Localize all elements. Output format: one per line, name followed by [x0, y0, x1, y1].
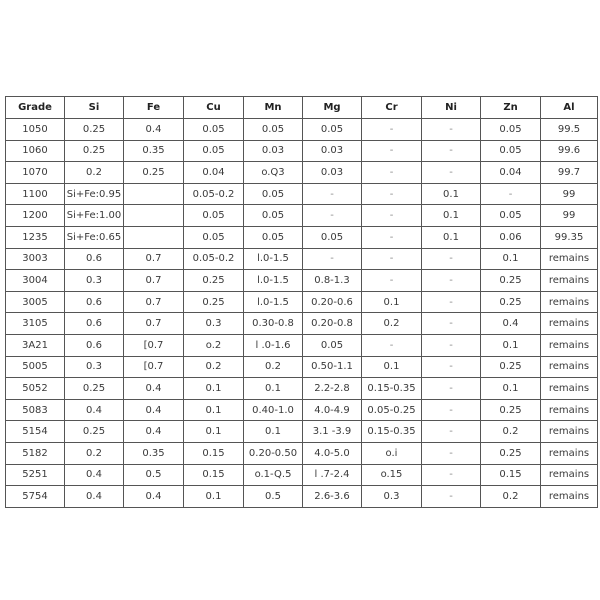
cell-mg: 2.2-2.8: [303, 378, 362, 400]
cell-ni: -: [422, 399, 481, 421]
table-row: [6, 248, 598, 270]
cell-mn: 0.2: [244, 356, 303, 378]
cell-al: remains: [541, 421, 598, 443]
cell-fe: [124, 226, 184, 248]
cell-grade: 1100: [6, 183, 65, 205]
table-header: [6, 97, 598, 119]
cell-cu: 0.15: [184, 464, 244, 486]
cell-cu: 0.25: [184, 291, 244, 313]
cell-cu: 0.04: [184, 162, 244, 184]
cell-ni: -: [422, 119, 481, 141]
cell-cr: -: [362, 270, 422, 292]
table-row: [6, 291, 598, 313]
cell-fe: 0.7: [124, 270, 184, 292]
cell-mn: 0.05: [244, 183, 303, 205]
cell-al: remains: [541, 378, 598, 400]
cell-mn: 0.40-1.0: [244, 399, 303, 421]
cell-fe: [124, 183, 184, 205]
cell-fe: 0.35: [124, 140, 184, 162]
cell-zn: 0.4: [481, 313, 541, 335]
cell-al: remains: [541, 399, 598, 421]
cell-si: Si+Fe:1.00: [65, 205, 124, 227]
header-cu: Cu: [184, 97, 244, 119]
cell-grade: 5754: [6, 486, 65, 508]
cell-mg: -: [303, 205, 362, 227]
cell-si: Si+Fe:0.95: [65, 183, 124, 205]
table-row: [6, 183, 598, 205]
table-row: [6, 140, 598, 162]
cell-cu: 0.1: [184, 486, 244, 508]
aluminum-alloy-composition-table: [5, 96, 598, 508]
cell-cr: -: [362, 183, 422, 205]
cell-mg: 2.6-3.6: [303, 486, 362, 508]
cell-zn: 0.05: [481, 205, 541, 227]
cell-cr: 0.1: [362, 356, 422, 378]
cell-grade: 3A21: [6, 334, 65, 356]
cell-cu: o.2: [184, 334, 244, 356]
header-row: [6, 97, 598, 119]
cell-mn: l .0-1.6: [244, 334, 303, 356]
cell-grade: 3004: [6, 270, 65, 292]
cell-ni: -: [422, 248, 481, 270]
cell-si: 0.3: [65, 270, 124, 292]
table-row: [6, 334, 598, 356]
cell-fe: [124, 205, 184, 227]
cell-fe: 0.4: [124, 486, 184, 508]
cell-mg: 0.05: [303, 119, 362, 141]
cell-grade: 5052: [6, 378, 65, 400]
cell-mg: 0.50-1.1: [303, 356, 362, 378]
header-fe: Fe: [124, 97, 184, 119]
cell-si: 0.6: [65, 313, 124, 335]
cell-fe: 0.35: [124, 442, 184, 464]
cell-grade: 1050: [6, 119, 65, 141]
cell-al: remains: [541, 334, 598, 356]
cell-mn: 0.30-0.8: [244, 313, 303, 335]
table-row: [6, 486, 598, 508]
cell-grade: 3005: [6, 291, 65, 313]
cell-si: 0.25: [65, 140, 124, 162]
header-mg: Mg: [303, 97, 362, 119]
cell-grade: 1060: [6, 140, 65, 162]
composition-table-container: [5, 96, 598, 508]
cell-mg: 4.0-5.0: [303, 442, 362, 464]
cell-mn: 0.05: [244, 205, 303, 227]
cell-cr: o.i: [362, 442, 422, 464]
cell-cu: 0.05: [184, 119, 244, 141]
cell-cr: -: [362, 205, 422, 227]
table-row: [6, 313, 598, 335]
cell-cr: 0.1: [362, 291, 422, 313]
cell-cr: -: [362, 119, 422, 141]
cell-mg: 0.05: [303, 226, 362, 248]
cell-al: 99.7: [541, 162, 598, 184]
header-ni: Ni: [422, 97, 481, 119]
cell-al: remains: [541, 270, 598, 292]
cell-zn: 0.25: [481, 270, 541, 292]
cell-zn: 0.06: [481, 226, 541, 248]
cell-mg: 0.20-0.6: [303, 291, 362, 313]
cell-cr: 0.05-0.25: [362, 399, 422, 421]
cell-mn: 0.20-0.50: [244, 442, 303, 464]
table-row: [6, 442, 598, 464]
cell-mg: 0.03: [303, 162, 362, 184]
cell-al: remains: [541, 442, 598, 464]
cell-fe: 0.4: [124, 399, 184, 421]
header-al: Al: [541, 97, 598, 119]
cell-cr: -: [362, 248, 422, 270]
cell-al: remains: [541, 356, 598, 378]
cell-mg: -: [303, 248, 362, 270]
cell-fe: [0.7: [124, 334, 184, 356]
cell-mg: l .7-2.4: [303, 464, 362, 486]
cell-cu: 0.05: [184, 140, 244, 162]
cell-grade: 5154: [6, 421, 65, 443]
cell-zn: 0.25: [481, 356, 541, 378]
cell-ni: -: [422, 464, 481, 486]
cell-cr: -: [362, 226, 422, 248]
cell-fe: [0.7: [124, 356, 184, 378]
cell-ni: -: [422, 334, 481, 356]
cell-si: Si+Fe:0.65: [65, 226, 124, 248]
cell-al: remains: [541, 291, 598, 313]
cell-mn: l.0-1.5: [244, 270, 303, 292]
cell-mn: 0.5: [244, 486, 303, 508]
cell-mn: 0.03: [244, 140, 303, 162]
cell-mn: l.0-1.5: [244, 248, 303, 270]
table-row: [6, 421, 598, 443]
cell-al: 99: [541, 205, 598, 227]
table-row: [6, 226, 598, 248]
cell-fe: 0.4: [124, 378, 184, 400]
table-row: [6, 205, 598, 227]
table-row: [6, 162, 598, 184]
cell-ni: -: [422, 356, 481, 378]
cell-ni: -: [422, 421, 481, 443]
cell-cu: 0.05-0.2: [184, 183, 244, 205]
cell-grade: 1235: [6, 226, 65, 248]
cell-mg: 4.0-4.9: [303, 399, 362, 421]
cell-zn: 0.25: [481, 291, 541, 313]
cell-si: 0.25: [65, 421, 124, 443]
cell-zn: 0.2: [481, 421, 541, 443]
cell-fe: 0.7: [124, 291, 184, 313]
cell-al: remains: [541, 248, 598, 270]
cell-grade: 5182: [6, 442, 65, 464]
header-grade: Grade: [6, 97, 65, 119]
cell-fe: 0.7: [124, 248, 184, 270]
cell-grade: 5083: [6, 399, 65, 421]
header-zn: Zn: [481, 97, 541, 119]
cell-cu: 0.3: [184, 313, 244, 335]
cell-si: 0.2: [65, 162, 124, 184]
cell-mn: 0.1: [244, 421, 303, 443]
cell-cu: 0.15: [184, 442, 244, 464]
cell-al: 99: [541, 183, 598, 205]
cell-mg: 0.03: [303, 140, 362, 162]
cell-zn: 0.05: [481, 140, 541, 162]
table-row: [6, 270, 598, 292]
cell-cr: -: [362, 162, 422, 184]
cell-mn: o.1-Q.5: [244, 464, 303, 486]
cell-mg: 0.20-0.8: [303, 313, 362, 335]
cell-si: 0.4: [65, 464, 124, 486]
cell-ni: 0.1: [422, 205, 481, 227]
cell-cr: 0.2: [362, 313, 422, 335]
cell-mn: 0.05: [244, 119, 303, 141]
cell-mg: 3.1 -3.9: [303, 421, 362, 443]
cell-si: 0.25: [65, 119, 124, 141]
cell-al: remains: [541, 486, 598, 508]
cell-fe: 0.7: [124, 313, 184, 335]
table-row: [6, 119, 598, 141]
cell-cu: 0.25: [184, 270, 244, 292]
table-row: [6, 356, 598, 378]
cell-zn: 0.05: [481, 119, 541, 141]
cell-si: 0.25: [65, 378, 124, 400]
cell-al: 99.5: [541, 119, 598, 141]
cell-zn: 0.1: [481, 248, 541, 270]
cell-cu: 0.05-0.2: [184, 248, 244, 270]
cell-fe: 0.25: [124, 162, 184, 184]
cell-ni: -: [422, 378, 481, 400]
cell-cr: 0.15-0.35: [362, 421, 422, 443]
table-row: [6, 399, 598, 421]
cell-si: 0.6: [65, 291, 124, 313]
cell-cr: 0.15-0.35: [362, 378, 422, 400]
cell-mg: 0.8-1.3: [303, 270, 362, 292]
cell-si: 0.6: [65, 248, 124, 270]
table-row: [6, 464, 598, 486]
header-cr: Cr: [362, 97, 422, 119]
table-body: [6, 119, 598, 508]
cell-mn: l.0-1.5: [244, 291, 303, 313]
cell-ni: -: [422, 270, 481, 292]
header-si: Si: [65, 97, 124, 119]
cell-si: 0.2: [65, 442, 124, 464]
cell-fe: 0.5: [124, 464, 184, 486]
cell-al: remains: [541, 464, 598, 486]
cell-grade: 5005: [6, 356, 65, 378]
cell-al: remains: [541, 313, 598, 335]
cell-cu: 0.05: [184, 226, 244, 248]
cell-mn: o.Q3: [244, 162, 303, 184]
cell-mg: 0.05: [303, 334, 362, 356]
cell-cr: o.15: [362, 464, 422, 486]
cell-ni: -: [422, 313, 481, 335]
cell-cu: 0.1: [184, 378, 244, 400]
cell-al: 99.35: [541, 226, 598, 248]
cell-cu: 0.2: [184, 356, 244, 378]
cell-ni: -: [422, 442, 481, 464]
cell-grade: 3003: [6, 248, 65, 270]
cell-zn: 0.15: [481, 464, 541, 486]
cell-zn: 0.04: [481, 162, 541, 184]
cell-ni: 0.1: [422, 183, 481, 205]
cell-grade: 3105: [6, 313, 65, 335]
cell-fe: 0.4: [124, 421, 184, 443]
cell-grade: 1070: [6, 162, 65, 184]
cell-fe: 0.4: [124, 119, 184, 141]
cell-ni: -: [422, 140, 481, 162]
cell-ni: -: [422, 291, 481, 313]
cell-zn: -: [481, 183, 541, 205]
cell-ni: 0.1: [422, 226, 481, 248]
cell-si: 0.6: [65, 334, 124, 356]
cell-grade: 1200: [6, 205, 65, 227]
cell-zn: 0.25: [481, 399, 541, 421]
cell-cu: 0.05: [184, 205, 244, 227]
cell-mn: 0.1: [244, 378, 303, 400]
cell-si: 0.3: [65, 356, 124, 378]
cell-grade: 5251: [6, 464, 65, 486]
cell-si: 0.4: [65, 486, 124, 508]
cell-ni: -: [422, 486, 481, 508]
cell-cr: -: [362, 140, 422, 162]
cell-cu: 0.1: [184, 421, 244, 443]
cell-ni: -: [422, 162, 481, 184]
cell-cr: -: [362, 334, 422, 356]
cell-si: 0.4: [65, 399, 124, 421]
cell-zn: 0.1: [481, 334, 541, 356]
header-mn: Mn: [244, 97, 303, 119]
cell-mg: -: [303, 183, 362, 205]
cell-al: 99.6: [541, 140, 598, 162]
cell-cr: 0.3: [362, 486, 422, 508]
cell-cu: 0.1: [184, 399, 244, 421]
cell-mn: 0.05: [244, 226, 303, 248]
table-row: [6, 378, 598, 400]
cell-zn: 0.25: [481, 442, 541, 464]
cell-zn: 0.2: [481, 486, 541, 508]
cell-zn: 0.1: [481, 378, 541, 400]
